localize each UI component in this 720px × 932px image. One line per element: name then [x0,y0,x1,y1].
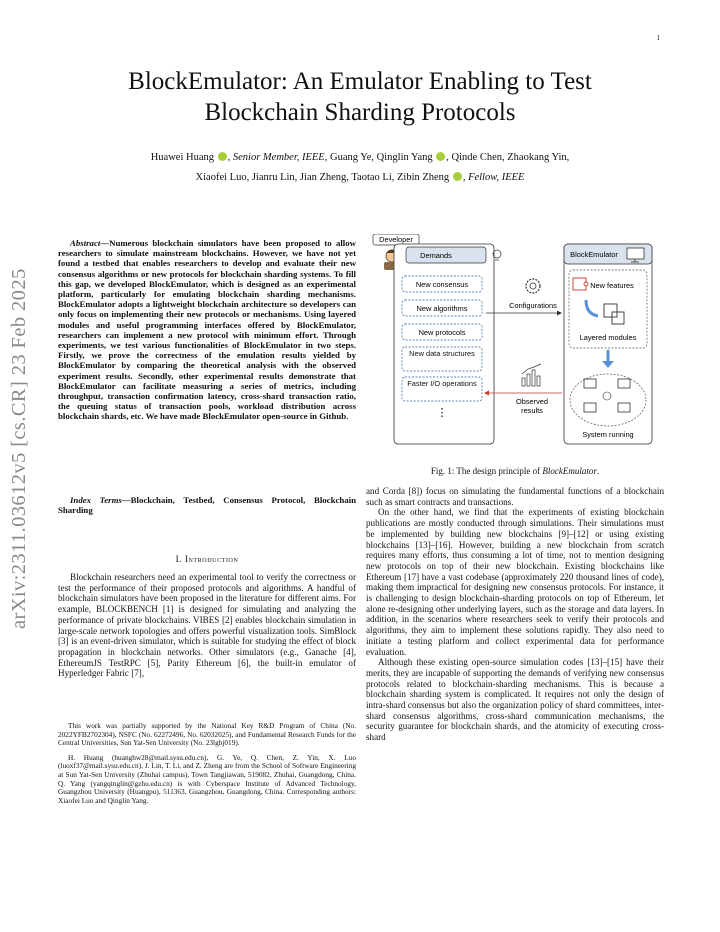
gear-icon [526,279,540,293]
right-paragraph-2: On the other hand, we find that the experiments of existing blockchain publications are mostly conducted through simulations. Their simulations must be implemented by building new blockchains [9]–[12] or using existing blockchains [13]–[16]. However, building a new blockchain from scratch requires many efforts, thus consuming a lot of time, not to mention designing new protocols on top of their new blockchain. Existing blockchains like Ethereum [17] have a vast codebase (approximately 220 thousand lines of code), making them impractical for designing new consensus protocols. For instance, it is challenging to design blockchain-sharding protocols on top of Ethereum, let alone re-designing other underlying layers, such as the storage and data layers. In addition, in the scenarios where researchers seek to verify their protocols and algorithms, they aim to implement these solutions rapidly. They also need to initiate a testing platform and collect experimental data for performance evaluation. [366,507,664,657]
index-terms-label: Index Terms [70,495,122,505]
caption-name: BlockEmulator [542,466,597,476]
orcid-icon[interactable] [436,152,445,161]
footnotes [58,722,356,811]
index-terms [58,495,356,515]
abstract [58,238,356,422]
developer-label: Developer [379,235,413,244]
config-arrowhead [557,311,562,316]
page-number: 1 [656,34,660,42]
observed-label-l1: Observed [515,397,549,406]
author-names: , Qinde Chen, Zhaokang Yin, [446,152,570,163]
caption-suffix: . [596,466,600,476]
demand-item-label: New algorithms [416,304,468,313]
abstract-text: —Numerous blockchain simulators have been proposed to allow researchers to simulate mainstream blockchains. However, we have not yet found a testbed that enables researchers to develop and evaluate their new consensus algorithms or new protocols for blockchain sharding systems. To fill this gap, we developed BlockEmulator, which is designed as an experimental platform, particularly for emulating blockchain sharding mechanisms. BlockEmulator adopts a lightweight blockchain architecture so developers can only focus on implementing their new protocols or mechanisms. Using layered modules and useful programming interfaces offered by BlockEmulator, researchers can implement a new protocol with minimum effort. Through experiments, we test various functionalities of BlockEmulator in two steps. Firstly, we prove the correctness of the emulation results yielded by BlockEmulator by comparing the theoretical analysis with the observed experiment results. Secondly, other experimental results demonstrate that BlockEmulator can facilitate measuring a series of metrics, including throughput, transaction confirmation latency, cross-shard transaction ratio, the queuing status of transaction pools, workload distribution across blockchain shards, etc. We have made BlockEmulator open-source in Github. [58,238,356,422]
paper-title [40,66,680,128]
demand-item-label: New protocols [418,328,466,337]
demand-item-wrap [402,349,482,371]
new-features-label: New features [590,281,634,290]
abstract-label: Abstract [70,238,101,248]
intro-text: Blockchain researchers need an experimental tool to verify the correctness or test the performance of their proposed protocols and algorithms. A handful of blockchain simulators have been proposed in the literature for different aims. For example, BLOCKBENCH [1] is designed for simulating and analyzing the performance of private blockchains. VIBES [2] enables blockchain simulation in large-scale network topologies and offers powerful visualization tools. SimBlock [3] is an event-driven simulator, which is suitable for studying the effect of block propagation in blockchain networks. Other simulators (e.g., Ganache [4], EthereumJS TestRPC [5], Parity Ethereum [6], the built-in emulator of Hyperledger Fabric [7], [58,572,356,679]
demand-item-label: New data structures [409,349,475,358]
demand-item-label: Faster I/O operations [407,379,477,388]
demand-item-label: New consensus [415,280,469,289]
footnote-affiliations: H. Huang (huanghw28@mail.sysu.edu.cn), G. Ye, Q. Chen, Z. Yin, X. Luo (luoxf37@mail.sysu.edu.cn), J. Lin, T. Li, and Z. Zheng are from the School of Software Engineering at Sun Yat-Sen University (Zhuhai campus), Town Tangjiawan, 519082, Zhuhai, Guangdong, China. Q. Yang (yangqinglin@gzhu.edu.cn) is with Cyberspace Institute of Advanced Technology, Guangzhou University (Huangpu), 511363, Guangzhou, Guangdong, China. Corresponding authors: Xiaofei Luo and Qinglin Yang. [58,752,356,805]
author-line-1: Huawei Huang , Senior Member, IEEE, Guang Ye, Qinglin Yang , Qinde Chen, Zhaokang Yin, [150,152,570,163]
more-items-dots: ⋮ [436,407,448,419]
configurations-label: Configurations [509,301,557,310]
author-list [60,148,660,188]
author-role: Senior Member, IEEE [232,152,325,163]
demands-title: Demands [420,251,452,260]
system-running-label: System running [582,430,634,439]
section-heading: I. Introduction [175,554,239,564]
demand-item-wrap [402,379,482,401]
figure-caption [366,466,664,476]
layered-modules-label: Layered modules [579,333,637,342]
footnote-funding: This work was partially supported by the National Key R&D Program of China (No. 2022YFB2702304), NSFC (No. 62272496, No. 62032025), and Fundamental Research Funds for the Central Universities, Sun Yat-Sen University (No. 23lgbj019). [58,721,356,748]
author-name: Huawei Huang [150,152,214,163]
right-paragraph-1: and Corda [8]) focus on simulating the fundamental functions of a blockchain such as smart contracts and transactions. [366,486,664,507]
arxiv-stamp[interactable]: arXiv:2311.03612v5 [cs.CR] 23 Feb 2025 [8,268,30,629]
orcid-icon[interactable] [453,172,462,181]
index-terms-text: —Blockchain, Testbed, Consensus Protocol, Blockchain Sharding [58,495,356,516]
title-line-1: BlockEmulator: An Emulator Enabling to Test [128,68,592,95]
author-role: Fellow, IEEE [468,172,525,183]
orcid-icon[interactable] [218,152,227,161]
blockemulator-title: BlockEmulator [570,250,618,259]
author-names: Xiaofei Luo, Jianru Lin, Jian Zheng, Taotao Li, Zibin Zheng [195,172,450,183]
title-line-2: Blockchain Sharding Protocols [204,99,516,126]
bar-chart-icon [522,364,541,386]
figure-design-principle [372,234,654,454]
intro-paragraph [58,572,356,679]
author-names: , Guang Ye, Qinglin Yang [324,152,433,163]
right-column-text [366,486,664,743]
right-paragraph-3: Although these existing open-source simulation codes [13]–[15] have their merits, they are incapable of supporting the demands of verifying new consensus protocols related to blockchain-sharding mechanisms. This is because a blockchain sharding system is complicated. It requires not only the design of intra-shard consensus but also the organization policy of shard committees, inter-shard consensus algorithms, cross-shard communication mechanisms, the security guarantee for blockchain shards, and the atomicity of executing cross-shard [366,657,664,743]
author-line-2: Xiaofei Luo, Jianru Lin, Jian Zheng, Taotao Li, Zibin Zheng , Fellow, IEEE [195,172,525,183]
caption-text: Fig. 1: The design principle of [430,466,543,476]
observed-label-l2: results [521,406,543,415]
